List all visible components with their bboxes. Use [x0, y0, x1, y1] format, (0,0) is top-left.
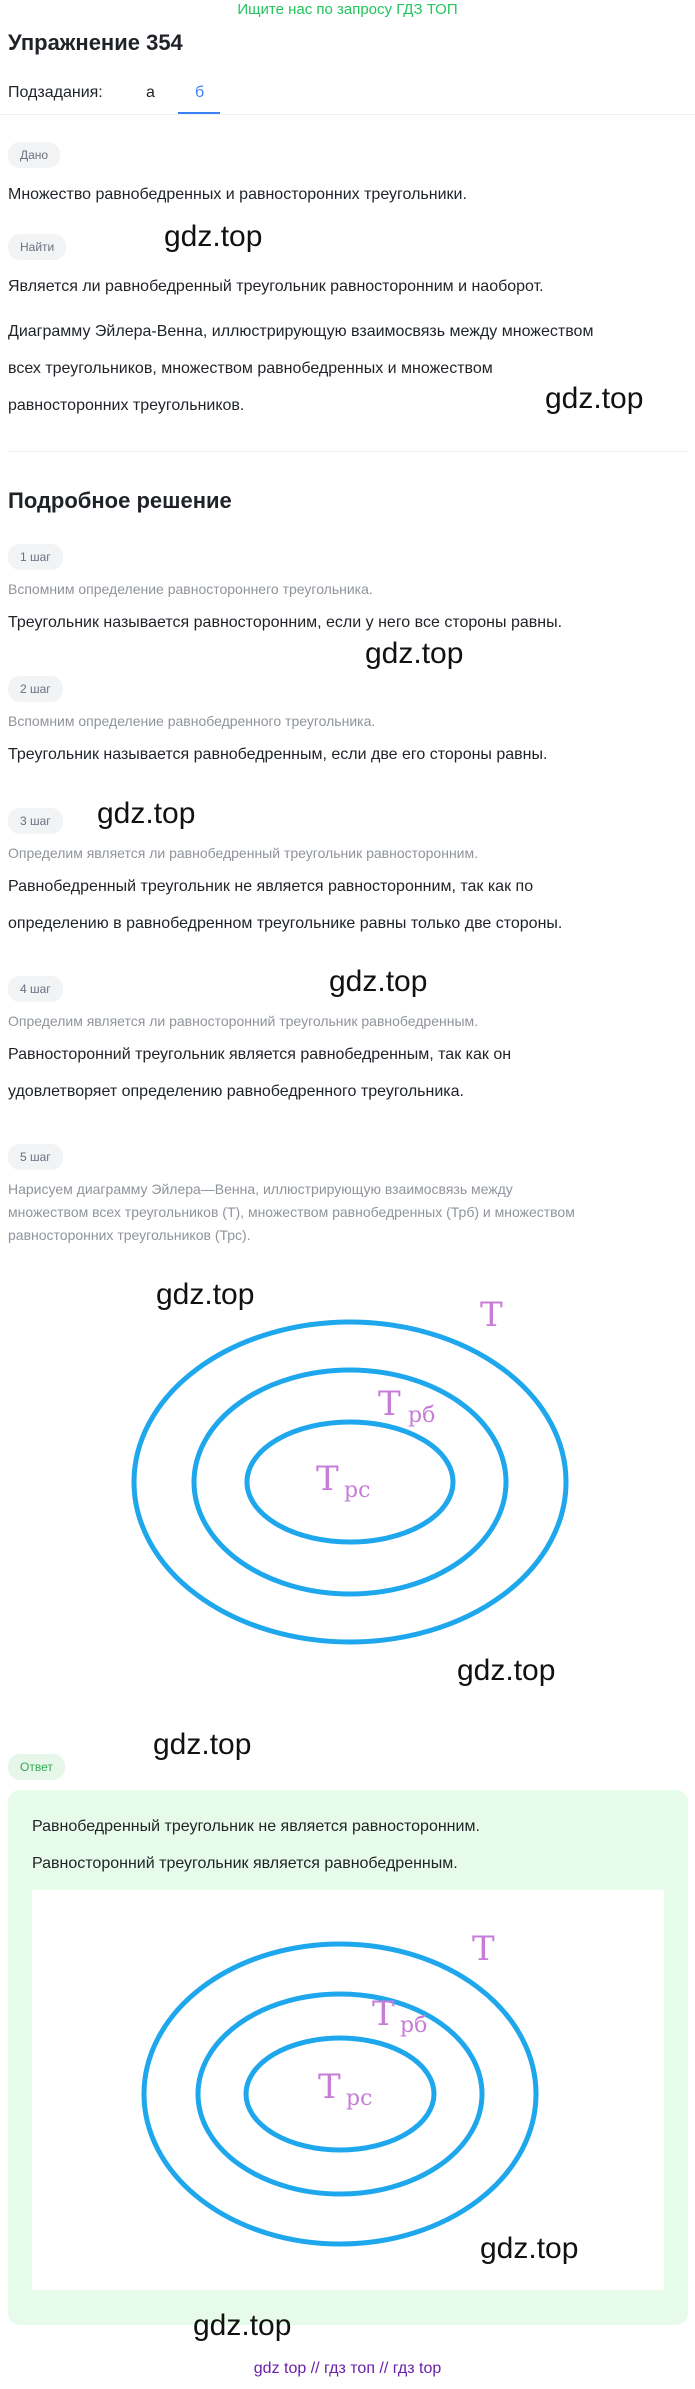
answer-euler-venn-diagram [100, 1898, 600, 2288]
step-3-hint: Определим является ли равнобедренный треугольник равносторонним. [8, 845, 479, 861]
answer-label-trb-sub: рб [400, 2013, 428, 2038]
find-line-1: Является ли равнобедренный треугольник равносторонним и наоборот. [8, 278, 544, 295]
given-chip: Дано [8, 142, 60, 168]
watermark: gdz.top [97, 797, 196, 830]
step-5-hint-1: Нарисуем диаграмму Эйлера—Венна, иллюстрирующую взаимосвязь между [8, 1181, 513, 1197]
answer-label-trb: Т [372, 1994, 395, 2034]
find-line-4: равносторонних треугольников. [8, 397, 245, 414]
step-1-text: Треугольник называется равносторонним, если у него все стороны равны. [8, 614, 563, 631]
page-title: Упражнение 354 [8, 30, 183, 55]
watermark: gdz.top [193, 2309, 292, 2342]
watermark: gdz.top [329, 965, 428, 998]
watermark: gdz.top [156, 1278, 255, 1311]
answer-label-t: Т [472, 1929, 495, 1969]
step-4-chip: 4 шаг [8, 976, 63, 1002]
watermark: gdz.top [480, 2232, 579, 2265]
label-trb-sub: рб [408, 1403, 436, 1428]
answer-line-2: Равносторонний треугольник является равнобедренным. [32, 1855, 458, 1872]
euler-venn-diagram [100, 1260, 600, 1710]
step-1-chip: 1 шаг [8, 544, 63, 570]
answer-label-trs: Т [318, 2067, 341, 2107]
step-3-line-1: Равнобедренный треугольник не является равносторонним, так как по [8, 878, 534, 895]
step-5-hint-3: равносторонних треугольников (Трс). [8, 1227, 251, 1243]
tabs-divider [0, 114, 695, 115]
step-4-line-1: Равносторонний треугольник является равнобедренным, так как он [8, 1046, 512, 1063]
section-divider [8, 451, 688, 452]
solution-title: Подробное решение [8, 488, 232, 513]
step-3-line-2: определению в равнобедренном треугольнике равны только две стороны. [8, 915, 563, 932]
step-2-hint: Вспомним определение равнобедренного треугольника. [8, 713, 376, 729]
label-trb: Т [378, 1384, 401, 1424]
step-5-hint-2: множеством всех треугольников (Т), множеством равнобедренных (Трб) и множеством [8, 1204, 575, 1220]
find-chip: Найти [8, 234, 66, 260]
label-trs: Т [316, 1459, 339, 1499]
answer-line-1: Равнобедренный треугольник не является равносторонним. [32, 1818, 480, 1835]
find-line-2: Диаграмму Эйлера-Венна, иллюстрирующую взаимосвязь между множеством [8, 323, 594, 340]
watermark: gdz.top [164, 220, 263, 253]
tab-a[interactable]: а [146, 84, 155, 101]
step-2-text: Треугольник называется равнобедренным, если две его стороны равны. [8, 746, 548, 763]
watermark: gdz.top [365, 637, 464, 670]
label-t: Т [480, 1295, 503, 1335]
watermark: gdz.top [457, 1654, 556, 1687]
step-4-hint: Определим является ли равносторонний треугольник равнобедренным. [8, 1013, 479, 1029]
footer-links[interactable]: gdz top // гдз топ // гдз top [253, 2360, 442, 2377]
label-trs-sub: рс [344, 1478, 371, 1503]
step-1-hint: Вспомним определение равностороннего треугольника. [8, 581, 373, 597]
answer-label-trs-sub: рс [346, 2086, 373, 2111]
given-text: Множество равнобедренных и равносторонних треугольники. [8, 186, 467, 203]
step-5-chip: 5 шаг [8, 1144, 63, 1170]
step-4-line-2: удовлетворяет определению равнобедренного треугольника. [8, 1083, 464, 1100]
tab-b[interactable]: б [195, 84, 205, 101]
step-3-chip: 3 шаг [8, 808, 63, 834]
answer-chip: Ответ [8, 1754, 65, 1780]
step-2-chip: 2 шаг [8, 676, 63, 702]
subtasks-label: Подзадания: [8, 84, 103, 101]
search-hint-banner[interactable]: Ищите нас по запросу ГДЗ ТОП [237, 1, 458, 18]
watermark: gdz.top [545, 382, 644, 415]
find-line-3: всех треугольников, множеством равнобедренных и множеством [8, 360, 493, 377]
watermark: gdz.top [153, 1728, 252, 1761]
